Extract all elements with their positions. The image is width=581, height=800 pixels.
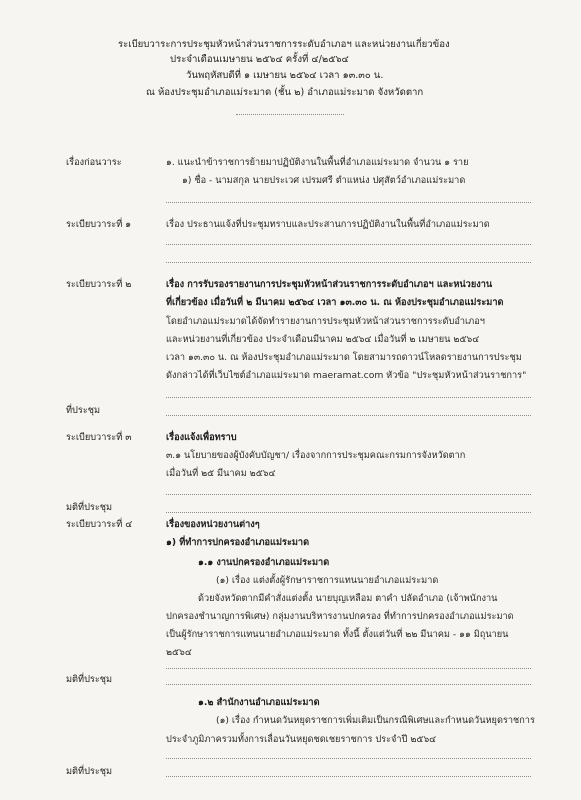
agenda-3-label: ระเบียบวาระที่ ๓ [66, 432, 132, 443]
agenda-4-item-1-1-1-body-4: ๒๕๖๔ [166, 647, 192, 658]
pre-agenda-item-1: ๑. แนะนำข้าราชการย้ายมาปฏิบัติงานในพื้นที่อำเภอแม่ระมาด จำนวน ๑ ราย [166, 157, 469, 168]
agenda-2-body-3: เวลา ๑๓.๓๐ น. ณ ห้องประชุมอำเภอแม่ระมาด โดยสามารถดาวน์โหลดรายงานการประชุม [166, 352, 522, 363]
agenda-3-dotline-1 [166, 494, 531, 495]
header-line-4: ณ ห้องประชุมอำเภอแม่ระมาด (ชั้น ๒) อำเภอแม่ระมาด จังหวัดตาก [146, 87, 424, 98]
header-divider [236, 114, 344, 115]
agenda-4-item-1-1-1-body-2: ปกครองชำนาญการพิเศษ) กลุ่มงานบริหารงานปกครอง ที่ทำการปกครองอำเภอแม่ระมาด [166, 611, 514, 622]
agenda-3-dotline-2 [166, 512, 531, 513]
agenda-4-dotline-3 [166, 758, 531, 759]
agenda-2-dotline-1 [166, 397, 531, 398]
agenda-3-resolution-label: มติที่ประชุม [66, 502, 113, 513]
agenda-3-item-1: ๓.๑ นโยบายของผู้บังคับบัญชา/ เรื่องจากการประชุมคณะกรมการจังหวัดตาก [166, 450, 466, 461]
agenda-4-item-1-1-1: (๑) เรื่อง แต่งตั้งผู้รักษาราชการแทนนายอำเภอแม่ระมาด [216, 575, 439, 586]
agenda-2-title: เรื่อง การรับรองรายงานการประชุมหัวหน้าส่วนราชการระดับอำเภอฯ และหน่วยงาน [166, 279, 493, 290]
agenda-4-item-1-1-1-body-3: เป็นผู้รักษาราชการแทนนายอำเภอแม่ระมาด ทั้งนี้ ตั้งแต่วันที่ ๒๒ มีนาคม - ๑๑ มิถุนายน [166, 629, 509, 640]
agenda-3-item-1-date: เมื่อวันที่ ๒๕ มีนาคม ๒๕๖๔ [166, 468, 276, 479]
agenda-2-dotline-2 [166, 415, 531, 416]
agenda-1-dotline-2 [166, 262, 531, 263]
header-line-2: ประจำเดือนเมษายน ๒๕๖๔ ครั้งที่ ๔/๒๕๖๔ [170, 54, 349, 65]
agenda-4-title: เรื่องของหน่วยงานต่างๆ [166, 519, 260, 530]
agenda-3-title: เรื่องแจ้งเพื่อทราบ [166, 432, 237, 443]
agenda-2-label: ระเบียบวาระที่ ๒ [66, 279, 132, 290]
agenda-2-resolution-label: ที่ประชุม [66, 405, 101, 416]
header-line-3: วันพฤหัสบดีที่ ๑ เมษายน ๒๕๖๔ เวลา ๑๓.๓๐ น. [186, 70, 384, 81]
agenda-4-item-1-1-1-body-1: ด้วยจังหวัดตากมีคำสั่งแต่งตั้ง นายบุญเหลือม ตาคำ ปลัดอำเภอ (เจ้าพนักงาน [198, 593, 498, 604]
agenda-4-unit-1: ๑) ที่ทำการปกครองอำเภอแม่ระมาด [166, 537, 310, 548]
pre-agenda-item-1-1: ๑) ชื่อ - นามสกุล นายประเวศ เปรมศรี ตำแหน่ง ปศุสัตว์อำเภอแม่ระมาด [182, 175, 466, 186]
agenda-4-subunit-1-2: ๑.๒ สำนักงานอำเภอแม่ระมาด [198, 697, 320, 708]
agenda-4-resolution-label-2: มติที่ประชุม [66, 766, 113, 777]
agenda-4-dotline-2 [166, 684, 531, 685]
agenda-4-label: ระเบียบวาระที่ ๔ [66, 519, 133, 530]
agenda-1-title: เรื่อง ประธานแจ้งที่ประชุมทราบและประสานการปฏิบัติงานในพื้นที่อำเภอแม่ระมาด [166, 219, 490, 230]
agenda-1-dotline-1 [166, 244, 531, 245]
agenda-4-dotline-1 [166, 668, 531, 669]
agenda-4-item-1-2-1-body: ประจำภูมิภาครวมทั้งการเลื่อนวันหยุดชดเชยราชการ ประจำปี ๒๕๖๔ [166, 734, 437, 745]
header-line-1: ระเบียบวาระการประชุมหัวหน้าส่วนราชการระดับอำเภอฯ และหน่วยงานเกี่ยวข้อง [118, 39, 450, 50]
agenda-4-resolution-label-1: มติที่ประชุม [66, 674, 113, 685]
pre-agenda-dotline [166, 202, 531, 203]
agenda-2-body-4: ดังกล่าวได้ที่เว็บไซต์อำเภอแม่ระมาด maeramat.com หัวข้อ "ประชุมหัวหน้าส่วนราชการ" [166, 370, 527, 381]
agenda-2-body-1: โดยอำเภอแม่ระมาดได้จัดทำรายงานการประชุมหัวหน้าส่วนราชการระดับอำเภอฯ [166, 316, 485, 327]
agenda-2-body-2: และหน่วยงานที่เกี่ยวข้อง ประจำเดือนมีนาคม ๒๕๖๔ เมื่อวันที่ ๒ เมษายน ๒๕๖๔ [166, 334, 480, 345]
agenda-4-subunit-1-1: ๑.๑ งานปกครองอำเภอแม่ระมาด [198, 557, 330, 568]
pre-agenda-label: เรื่องก่อนวาระ [66, 157, 122, 168]
agenda-4-dotline-4 [166, 776, 531, 777]
agenda-1-label: ระเบียบวาระที่ ๑ [66, 219, 132, 230]
agenda-4-item-1-2-1: (๑) เรื่อง กำหนดวันหยุดราชการเพิ่มเติมเป็นกรณีพิเศษและกำหนดวันหยุดราชการ [216, 715, 535, 726]
agenda-2-title-cont: ที่เกี่ยวข้อง เมื่อวันที่ ๒ มีนาคม ๒๕๖๔ เวลา ๑๓.๓๐ น. ณ ห้องประชุมอำเภอแม่ระมาด [166, 297, 504, 308]
